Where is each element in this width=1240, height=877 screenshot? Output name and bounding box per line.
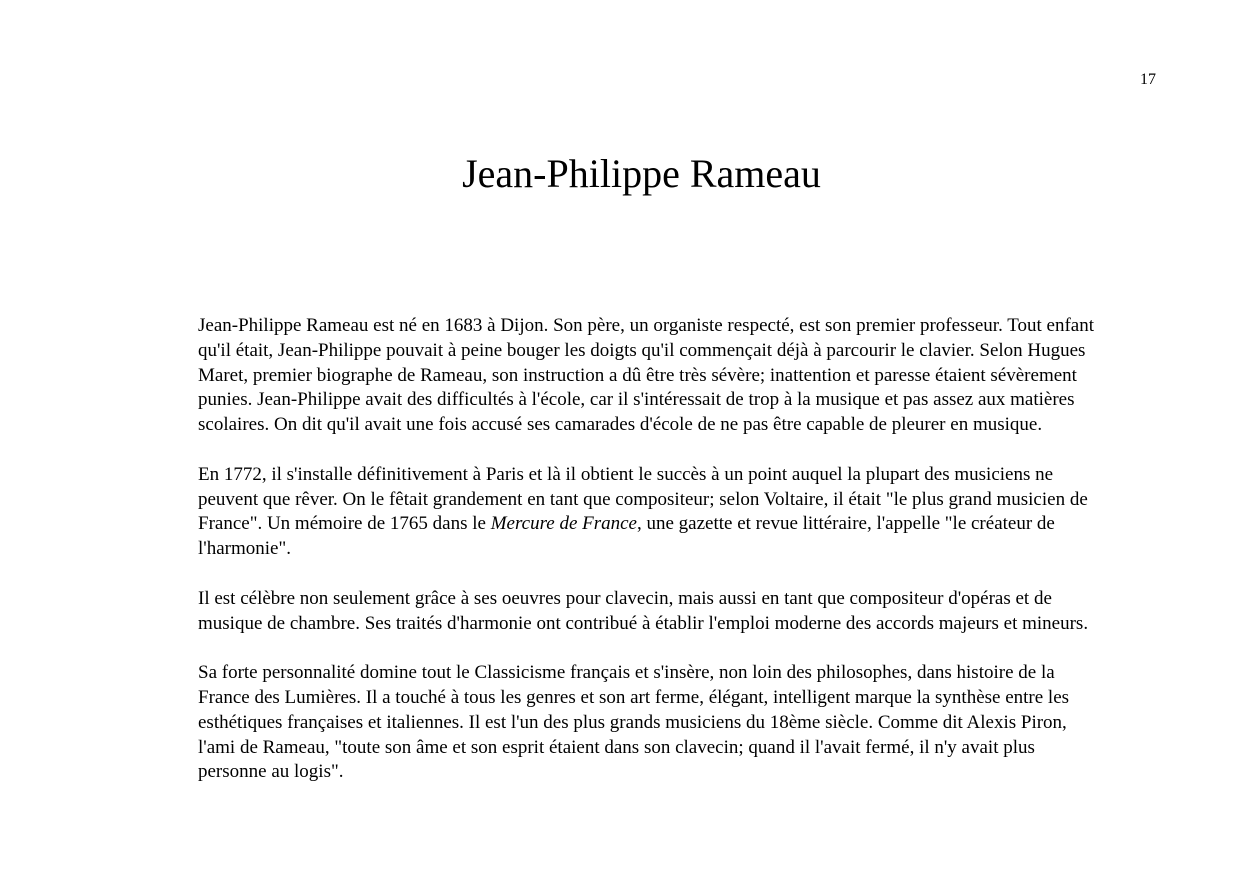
mercure-de-france-title: Mercure de France xyxy=(490,513,637,535)
paragraph-legacy: Sa forte personnalité domine tout le Classicisme français et s'insère, non loin des philosophes, dans histoire de la France des Lumières. Il a touché à tous les genres et son art ferme, élégant, intelligent marque la synthèse entre les esthétiques françaises et italiennes. Il est l'un des plus grands musiciens du 18ème siècle. Comme dit Alexis Piron, l'ami de Rameau, "toute son âme et son esprit étaient dans son clavecin; quand il l'avait fermé, il n'y avait plus personne au logis". xyxy=(198,662,1070,783)
page-title: Jean-Philippe Rameau xyxy=(462,151,821,196)
paragraph-paris-success xyxy=(198,463,1108,562)
paragraph-works: Il est célèbre non seulement grâce à ses oeuvres pour clavecin, mais aussi en tant que compositeur d'opéras et de musique de chambre. Ses traités d'harmonie ont contribué à établir l'emploi moderne des accords majeurs et mineurs. xyxy=(198,587,1089,634)
page-number: 17 xyxy=(1140,71,1156,88)
paragraph-paris-text-end: , une gazette et revue littéraire, l'appelle "le créateur de l'harmonie". xyxy=(198,513,1055,560)
paragraph-paris-text-start: En 1772, il s'installe définitivement à Paris et là il obtient le succès à un point auquel la plupart des musiciens ne peuvent que rêver. On le fêtait grandement en tant que compositeur; selon Voltaire, il était "le plus grand musicien de France". Un mémoire de 1765 dans le xyxy=(198,463,1088,535)
body-text xyxy=(198,314,1108,810)
paragraph-biography-early: Jean-Philippe Rameau est né en 1683 à Dijon. Son père, un organiste respecté, est son premier professeur. Tout enfant qu'il était, Jean-Philippe pouvait à peine bouger les doigts qu'il commençait déjà à parcourir le clavier. Selon Hugues Maret, premier biographe de Rameau, son instruction a dû être très sévère; inattention et paresse étaient sévèrement punies. Jean-Philippe avait des difficultés à l'école, car il s'intéressait de trop à la musique et pas assez aux matières scolaires. On dit qu'il avait une fois accusé ses camarades d'école de ne pas être capable de pleurer en musique. xyxy=(198,315,1095,436)
